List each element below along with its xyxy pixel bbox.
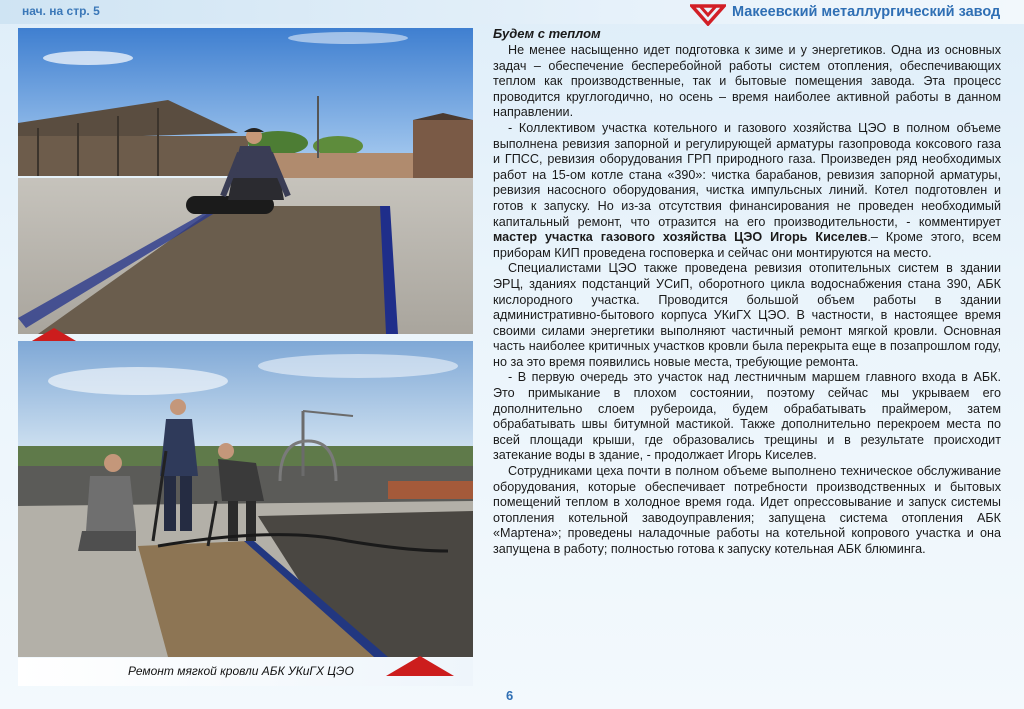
photo-roof-repair-team: [18, 341, 473, 657]
paragraph-text: - Коллективом участка котельного и газового хозяйства ЦЭО в полном объеме выполнена ревизия запорной и регулирующей арматуры газопровода коксового газа и ГПСС, ревизия оборудования ГРП природного газа. Произведен ряд необходимых работ на 15-ом котле стана «390»: чистка барабанов, ревизия запорной арматуры, ревизия насосного оборудования, чистка импульсных линий. Котел подготовлен и готов к запуску. Но из-за отсутствия финансирования не проведен необходимый капитальный ремонт, что отразится на его производительности, - комментирует: [493, 120, 1001, 229]
company-name: Макеевский металлургический завод: [732, 4, 1001, 20]
decor-red-triangle: [386, 656, 454, 676]
company-logo-icon: [690, 2, 726, 26]
article: [493, 26, 1001, 558]
article-paragraph: - В первую очередь это участок над лестничным маршем главного входа в АБК. Это примыкание в плохом состоянии, поэтому сейчас мы укрываем его дополнительно слоем рубероида, будем обрабатывать праймером, затем обрабатывать швы битумной мастикой. Также дополнительно перекроем места по всей площади крыши, где образовались трещины и в результате происходит затекание воды в здание, - продолжает Игорь Киселев.: [493, 370, 1001, 463]
paragraph-text: .– Кроме этого, всем приборам КИП проведена госповерка и сейчас они монтируются на место.: [493, 230, 1001, 260]
photo-roof-worker: [18, 28, 473, 334]
page-number: 6: [506, 688, 514, 703]
article-paragraph: Сотрудниками цеха почти в полном объеме выполнено техническое обслуживание оборудования, которые обеспечивает потребности производственных и бытовых помещений теплом в холодное время года. Идет опрессовывание и запуск системы отопления котельной заводоуправления; запущена система отопления АБК «Мартена»; проведены наладочные работы на котельной копрового участка и она запущена в работу; полностью готова к запуску котельная АБК блюминга.: [493, 464, 1001, 556]
photo-caption: Ремонт мягкой кровли АБК УКиГХ ЦЭО: [128, 664, 354, 678]
article-paragraph: Не менее насыщенно идет подготовка к зиме и у энергетиков. Одна из основных задач – обеспечение бесперебойной работы систем отопления, обеспечивающих теплом как производственные, так и бытовые помещения завода. Эта процесс проводится круглогодично, но осень – время наиболее активной работы в данном направлении.: [493, 43, 1001, 120]
article-paragraph: Специалистами ЦЭО также проведена ревизия отопительных систем в здании ЭРЦ, зданиях подстанций УСиП, оборотного цикла водоснабжения стана 390, АБК кислородного участка. Проводится большой объем работы в здании административно-бытового корпуса УКиГХ ЦЭО. В частности, в настоящее время своими силами энергетики выполняют частичный ремонт мягкой кровли. Основная часть наиболее критичных участков кровли была перекрыта еще в позапрошлом году, но за это время появились новые места, требующие ремонта.: [493, 261, 1001, 369]
quoted-person: мастер участка газового хозяйства ЦЭО Игорь Киселев: [493, 230, 868, 245]
article-paragraph: [493, 121, 1001, 261]
article-title: Будем с теплом: [493, 26, 601, 41]
continued-from-label: нач. на стр. 5: [22, 4, 100, 18]
